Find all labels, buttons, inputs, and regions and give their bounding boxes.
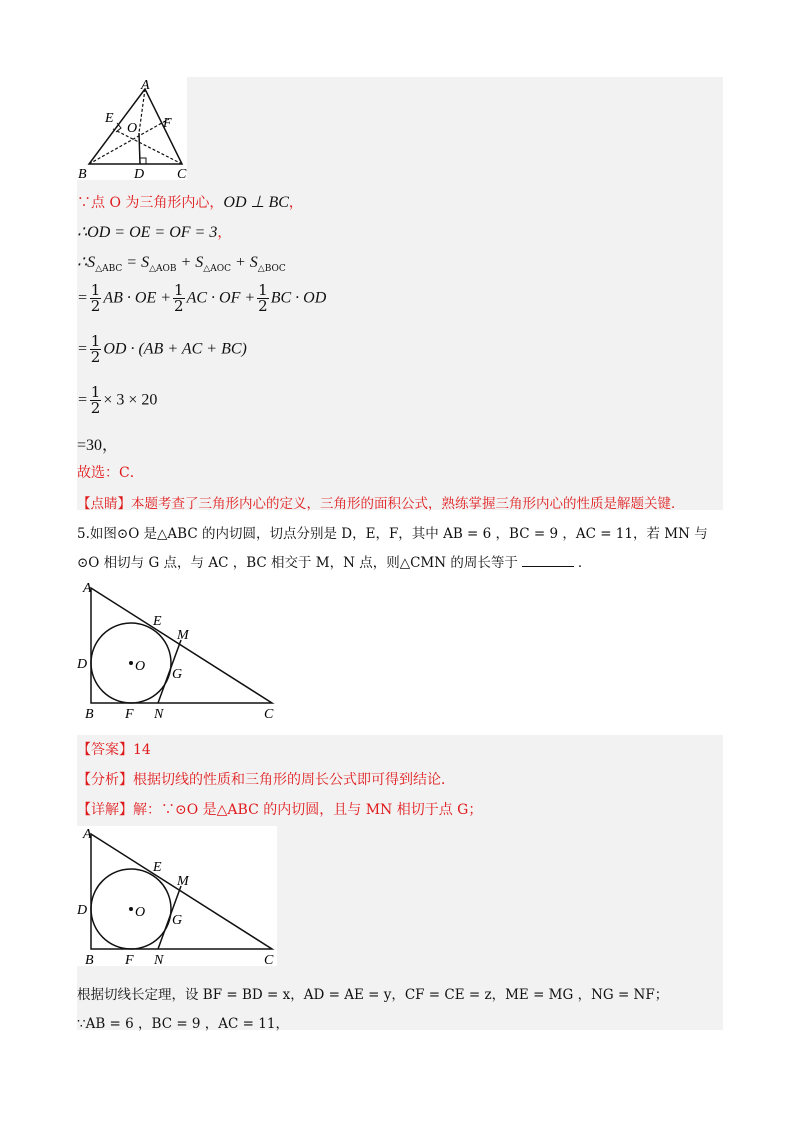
fig3-label-d: D xyxy=(77,903,88,918)
fig1-label-a: A xyxy=(141,78,150,93)
fig3-label-f: F xyxy=(125,953,134,966)
fig2-label-o: O xyxy=(135,659,146,674)
solution-line-6: = $\frac{1}{2}$ × 3 × 20 xyxy=(77,383,158,417)
figure-incircle-problem xyxy=(77,580,277,720)
fig3-label-c: C xyxy=(264,953,274,966)
tangent-theorem-line: 根据切线长定理，设 BF = BD = x，AD = AE = y，CF = CE = z，ME = MG ，NG = NF； xyxy=(77,987,669,1003)
solution-line-5: = $\frac{1}{2}$ OD · (AB + AC + BC) xyxy=(77,332,247,366)
fig1-label-c: C xyxy=(177,167,187,180)
solution-line-1: ∵点 O 为三角形内心，OD ⊥ BC， xyxy=(77,194,303,211)
fig2-label-b: B xyxy=(85,707,94,720)
fig2-label-f: F xyxy=(125,707,134,720)
fig3-label-b: B xyxy=(85,953,94,966)
fig2-label-e: E xyxy=(153,614,162,629)
fig3-label-g: G xyxy=(172,913,183,928)
fig1-label-e: E xyxy=(105,111,114,126)
detail-line: 【详解】解：∵⊙O 是△ABC 的内切圆，且与 MN 相切于点 G； xyxy=(77,802,483,818)
fig1-label-o: O xyxy=(127,121,138,136)
fig2-label-g: G xyxy=(172,667,183,682)
fig1-label-d: D xyxy=(134,167,145,180)
problem-5-text-line-1: 5.如图⊙O 是△ABC 的内切圆，切点分别是 D，E，F，其中 AB = 6 ，BC = 9 ，AC = 11，若 MN 与 xyxy=(77,526,708,542)
fig3-label-a: A xyxy=(83,827,92,842)
problem-5-text-line-2: ⊙O 相切与 G 点，与 AC ，BC 相交于 M，N 点，则△CMN 的周长等于 ． xyxy=(77,551,591,571)
solution-choice: 故选：C． xyxy=(77,465,144,481)
solution-comment: 【点睛】本题考查了三角形内心的定义，三角形的面积公式，熟练掌握三角形内心的性质是解题关键． xyxy=(77,496,685,512)
solution-line-4: = $\frac{1}{2}$ AB · OE + $\frac{1}{2}$ AC · OF + $\frac{1}{2}$ BC · OD xyxy=(77,281,327,315)
fig2-label-c: C xyxy=(264,707,274,720)
figure-incircle-solution xyxy=(77,826,277,966)
fig2-label-d: D xyxy=(77,657,88,672)
given-values-line: ∵AB = 6 ，BC = 9 ，AC = 11， xyxy=(77,1016,289,1032)
fig2-label-n: N xyxy=(154,707,164,720)
fig3-label-e: E xyxy=(153,860,162,875)
solution-line-2: ∴OD = OE = OF = 3， xyxy=(77,224,232,241)
answer-line: 【答案】14 xyxy=(77,742,151,758)
fig3-label-o: O xyxy=(135,905,146,920)
fig2-label-a: A xyxy=(83,581,92,596)
solution-line-3: $\therefore S_{\triangle ABC} = S_{\triangle AOB} + S_{\triangle AOC} + S_{\triangle BOC}$ xyxy=(77,254,286,274)
figure-incenter-triangle xyxy=(77,77,187,180)
fig2-label-m: M xyxy=(177,628,189,643)
analysis-line: 【分析】根据切线的性质和三角形的周长公式即可得到结论． xyxy=(77,772,455,788)
solution-line-7: =30， xyxy=(77,437,119,454)
fig1-label-b: B xyxy=(78,167,87,180)
answer-blank xyxy=(522,552,574,567)
fig3-label-m: M xyxy=(177,874,189,889)
fig3-label-n: N xyxy=(154,953,164,966)
fig1-label-f: F xyxy=(163,116,172,131)
